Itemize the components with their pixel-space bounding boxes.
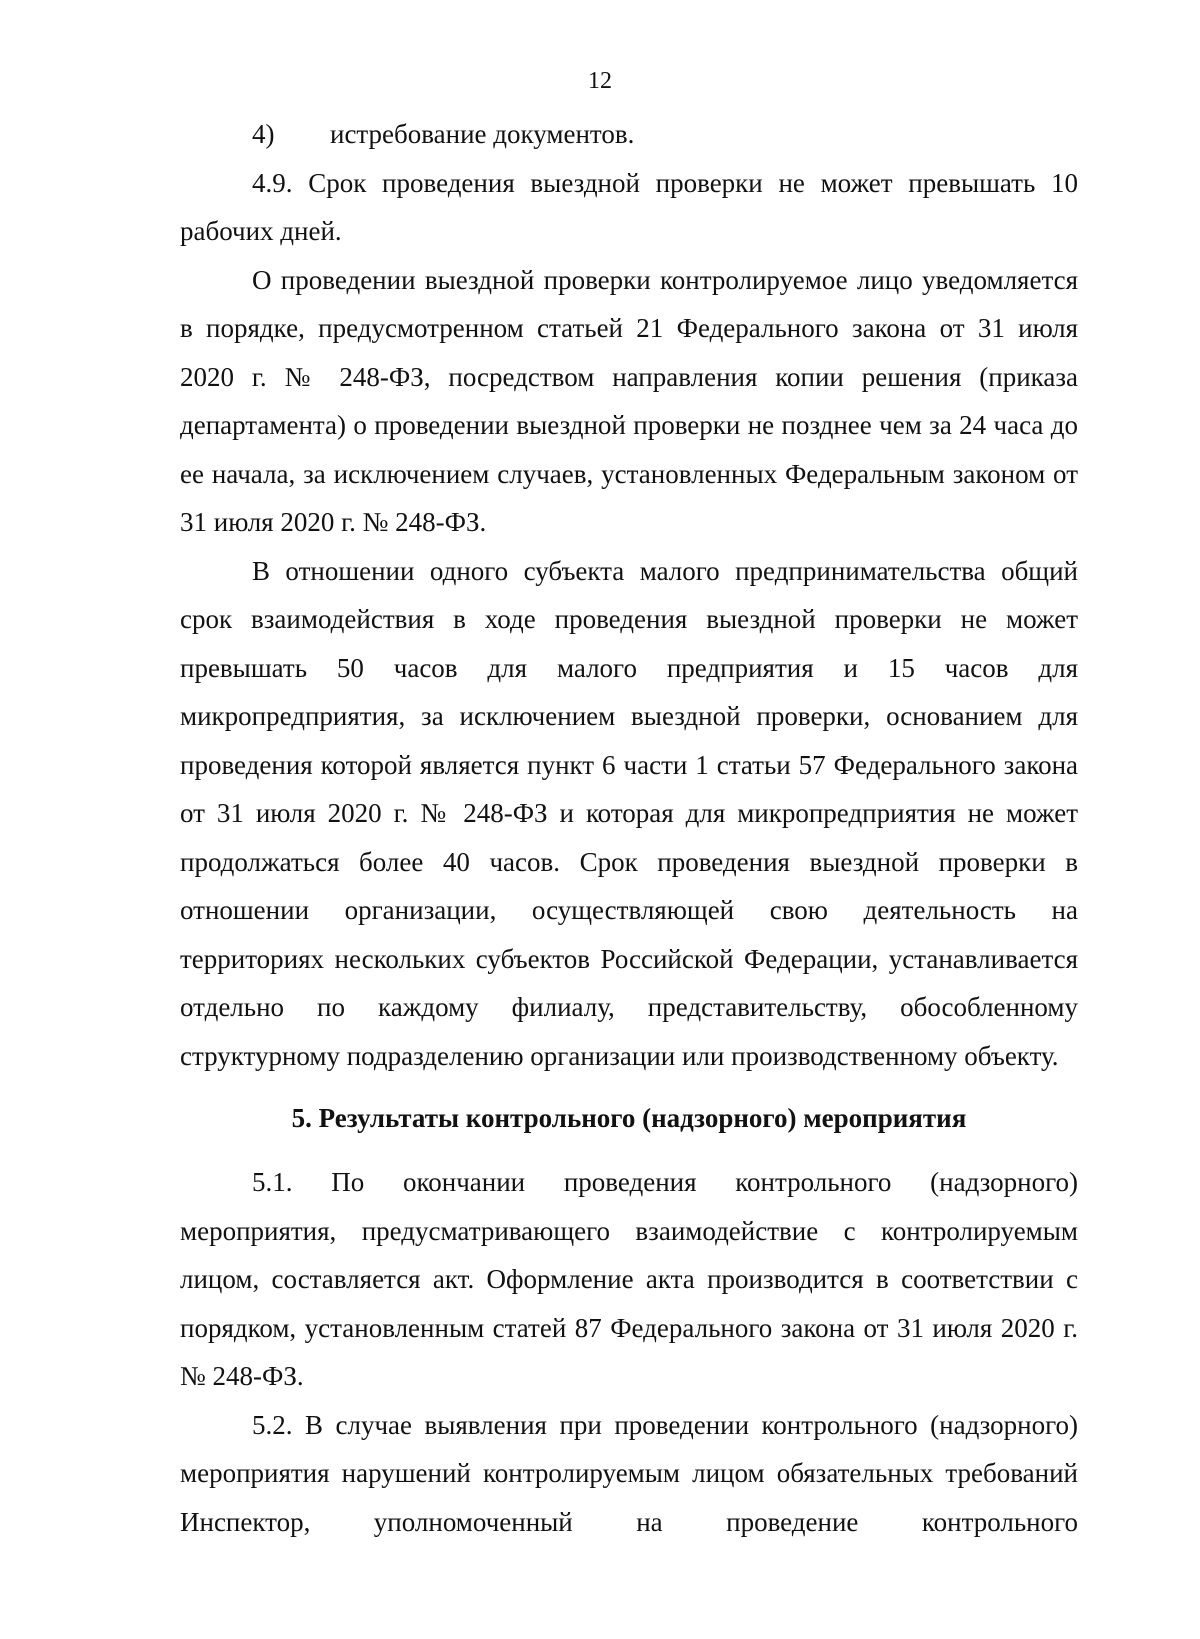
page-number: 12 <box>588 68 612 94</box>
list-item-text: истребование документов. <box>330 119 635 149</box>
section-heading: 5. Результаты контрольного (надзорного) мероприятия <box>291 1103 967 1133</box>
list-item-number: 4) <box>252 119 275 149</box>
paragraph-4-9: 4.9. Срок проведения выездной проверки не может превышать 10 рабочих дней. <box>180 167 1078 246</box>
paragraph-5-2: 5.2. В случае выявления при проведении контрольного (надзорного) мероприятия нарушений контролируемым лицом обязательных требований Инспектор, уполномоченный на проведение контрольного <box>180 1409 1078 1537</box>
paragraph-small-business: В отношении одного субъекта малого предпринимательства общий срок взаимодействия в ходе проведения выездной проверки не может превышать 50 часов для малого предприятия и 15 часов для микропредприятия, за исключением выездной проверки, основанием для проведения которой является пункт 6 части 1 статьи 57 Федерального закона от 31 июля 2020 г. № 248-ФЗ и которая для микропредприятия не может продолжаться более 40 часов. Срок проведения выездной проверки в отношении организации, осуществляющей свою деятельность на территориях нескольких субъектов Российской Федерации, устанавливается отдельно по каждому филиалу, представительству, обособленному структурному подразделению организации или производственному объекту. <box>180 555 1078 1071</box>
document-body <box>180 110 1078 1546</box>
paragraph-notification: О проведении выездной проверки контролируемое лицо уведомляется в порядке, предусмотренном статьей 21 Федерального закона от 31 июля 2020 г. № 248-ФЗ, посредством направления копии решения (приказа департамента) о проведении выездной проверки не позднее чем за 24 часа до ее начала, за исключением случаев, установленных Федеральным законом от 31 июля 2020 г. № 248-ФЗ. <box>180 264 1078 537</box>
paragraph-5-1: 5.1. По окончании проведения контрольного (надзорного) мероприятия, предусматривающего взаимодействие с контролируемым лицом, составляется акт. Оформление акта производится в соответствии с порядком, установленным статей 87 Федерального закона от 31 июля 2020 г. № 248-ФЗ. <box>180 1167 1078 1391</box>
list-item <box>180 110 1078 159</box>
